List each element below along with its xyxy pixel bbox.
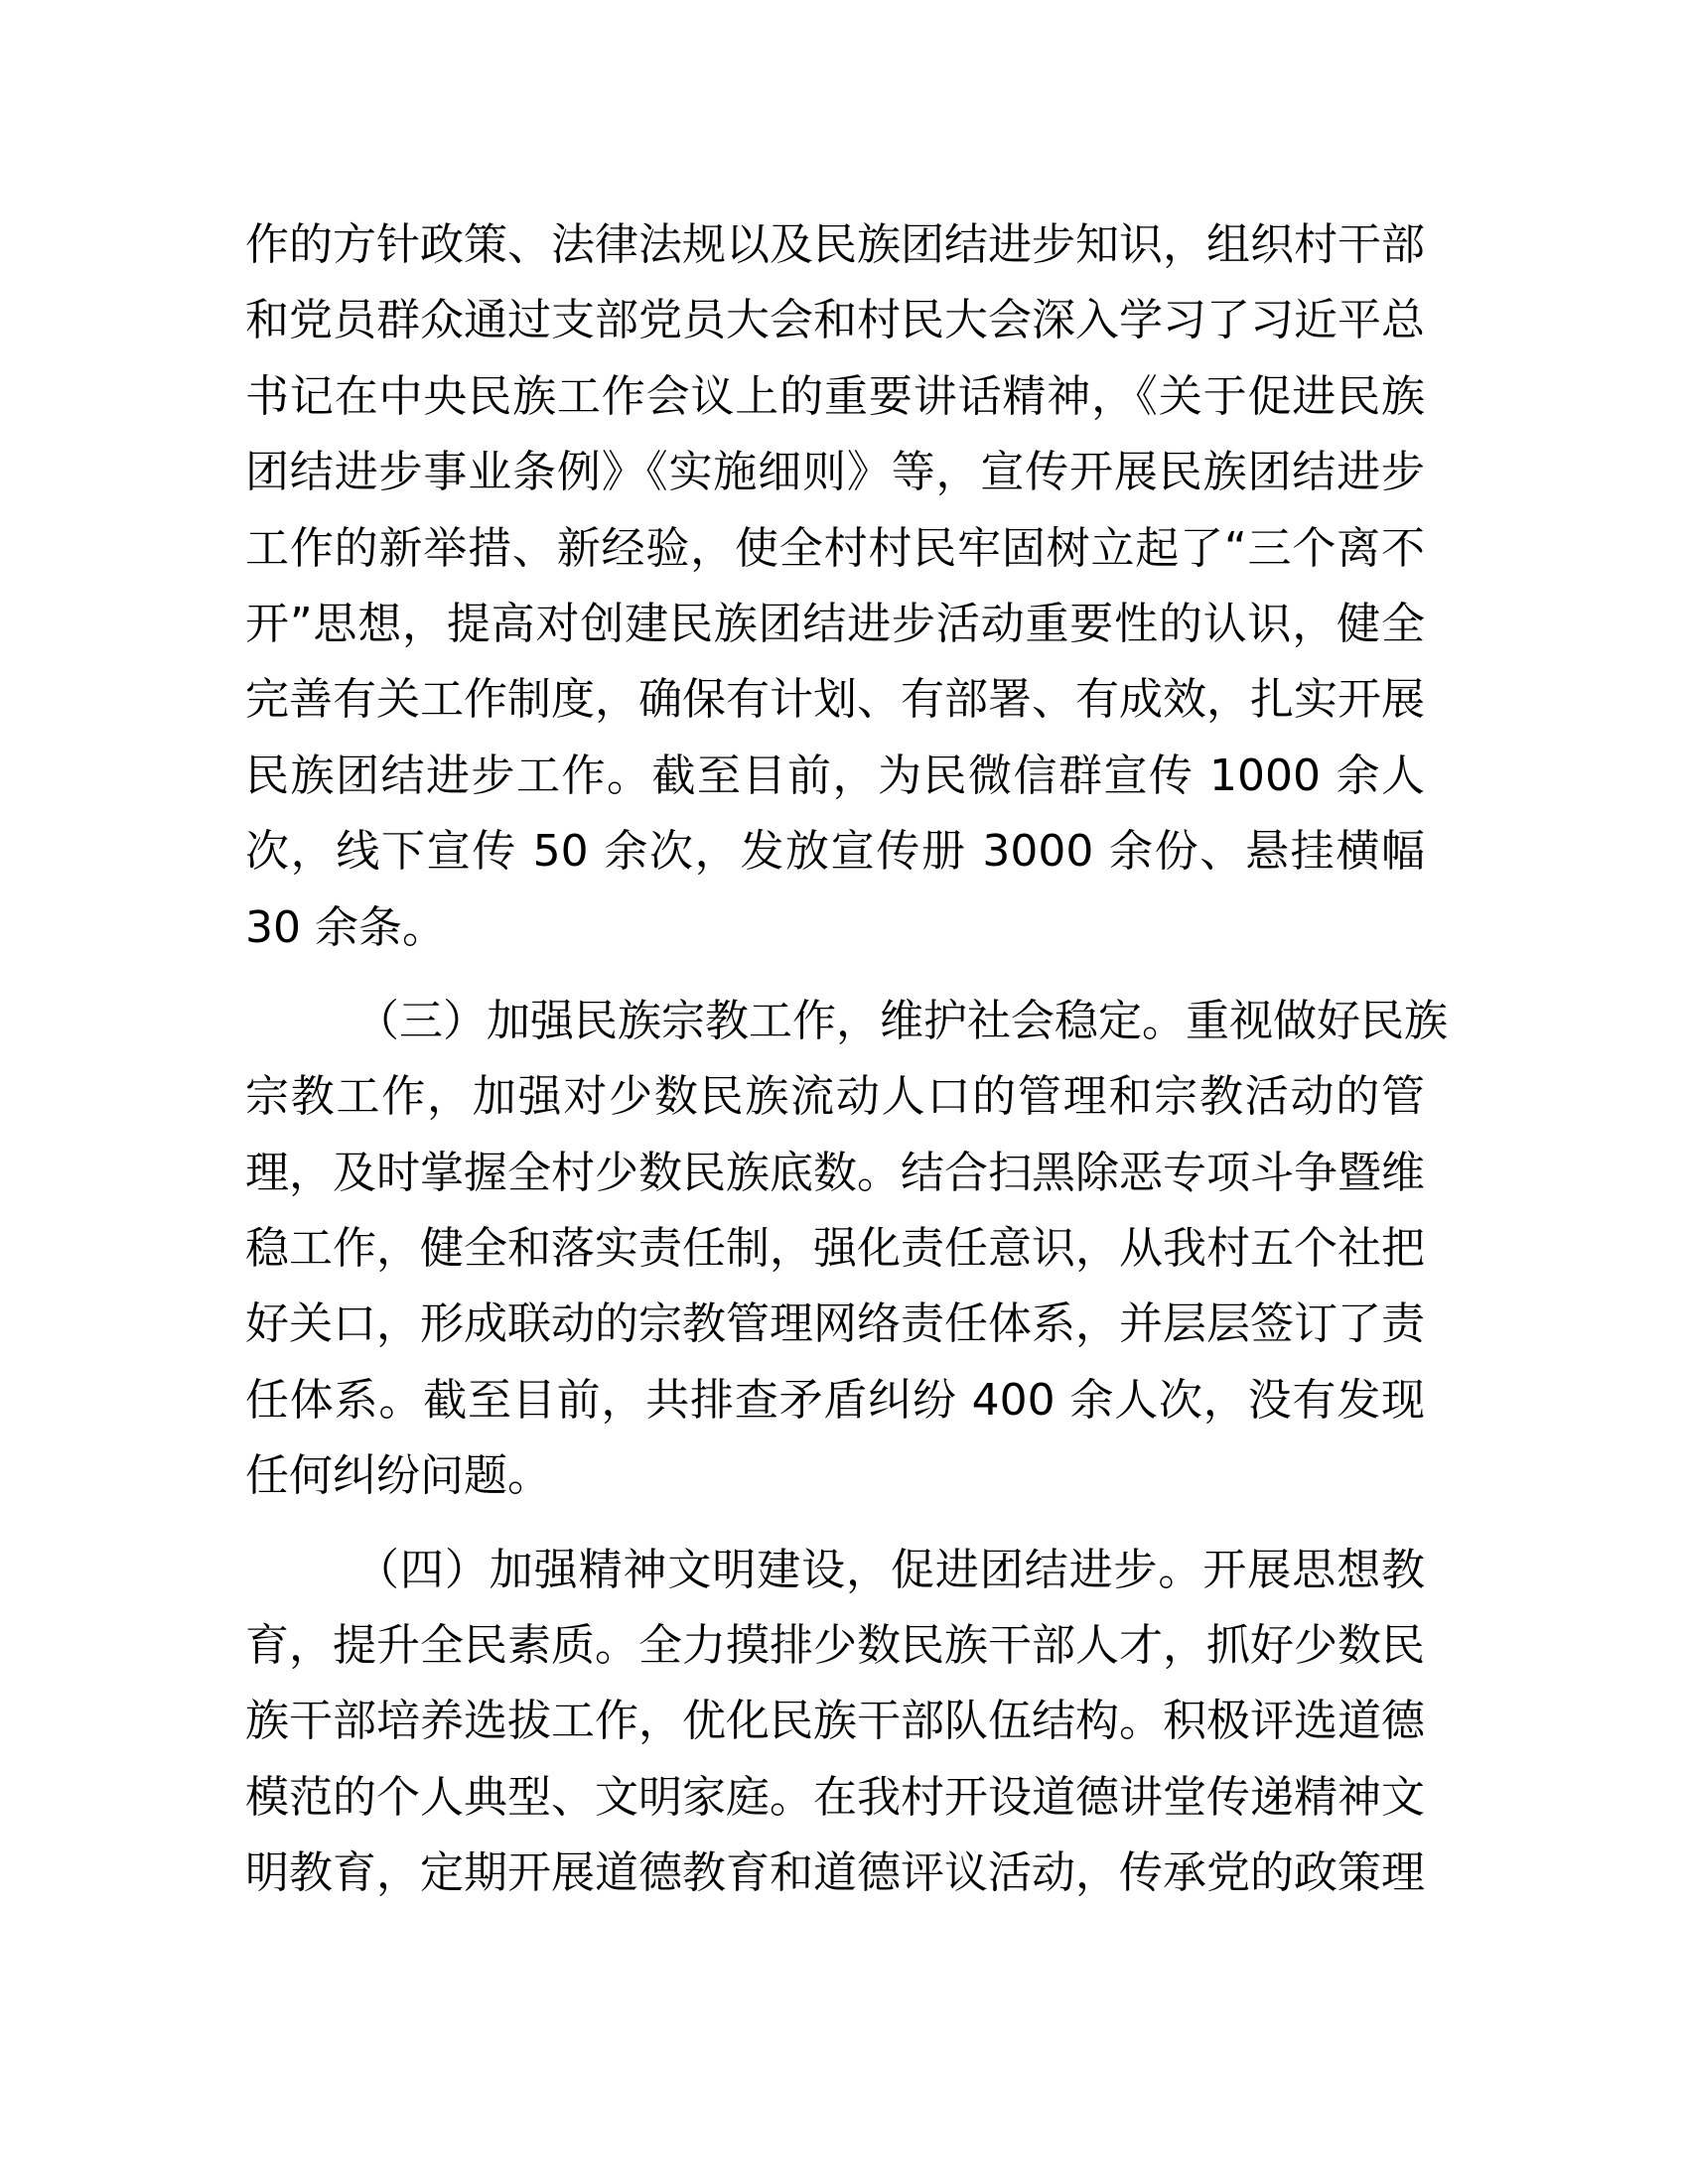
text-line: 宗教工作，加强对少数民族流动人口的管理和宗教活动的管 (245, 1071, 1425, 1123)
text-line: 模范的个人典型、文明家庭。在我村开设道德讲堂传递精神文 (245, 1771, 1425, 1823)
text-line: 任何纠纷问题。 (245, 1450, 551, 1502)
text-line: 开”思想，提高对创建民族团结进步活动重要性的认识，健全 (245, 598, 1425, 649)
text-line: 民族团结进步工作。截至目前，为民微信群宣传 1000 余人 (245, 750, 1425, 801)
text-line: 育，提升全民素质。全力摸排少数民族干部人才，抓好少数民 (245, 1620, 1425, 1672)
section-heading-line: （三）加强民族宗教工作，维护社会稳定。重视做好民族 (355, 995, 1448, 1046)
text-line: 工作的新举措、新经验，使全村村民牢固树立起了“三个离不 (245, 522, 1425, 574)
text-line: 和党员群众通过支部党员大会和村民大会深入学习了习近平总 (245, 295, 1425, 346)
text-line: 书记在中央民族工作会议上的重要讲话精神，《关于促进民族 (245, 370, 1425, 422)
paragraph-publicity (245, 207, 1425, 966)
paragraph-section-3 (245, 984, 1448, 1515)
paragraph-section-4 (245, 1533, 1425, 1912)
text-line: 团结进步事业条例》《实施细则》等，宣传开展民族团结进步 (245, 447, 1425, 498)
text-line: 族干部培养选拔工作，优化民族干部队伍结构。积极评选道德 (245, 1696, 1425, 1747)
text-line: 次，线下宣传 50 余次，发放宣传册 3000 余份、悬挂横幅 (245, 826, 1425, 878)
text-line: 30 余条。 (245, 901, 446, 953)
document-page (245, 207, 1448, 1930)
text-line: 作的方针政策、法律法规以及民族团结进步知识，组织村干部 (245, 219, 1425, 270)
section-heading-line: （四）加强精神文明建设，促进团结进步。开展思想教 (355, 1544, 1425, 1595)
text-line: 任体系。截至目前，共排查矛盾纠纷 400 余人次，没有发现 (245, 1374, 1425, 1426)
text-line: 明教育，定期开展道德教育和道德评议活动，传承党的政策理 (245, 1847, 1425, 1899)
text-line: 稳工作，健全和落实责任制，强化责任意识，从我村五个社把 (245, 1223, 1425, 1275)
text-line: 完善有关工作制度，确保有计划、有部署、有成效，扎实开展 (245, 674, 1425, 726)
text-line: 理，及时掌握全村少数民族底数。结合扫黑除恶专项斗争暨维 (245, 1147, 1425, 1198)
text-line: 好关口，形成联动的宗教管理网络责任体系，并层层签订了责 (245, 1298, 1425, 1350)
